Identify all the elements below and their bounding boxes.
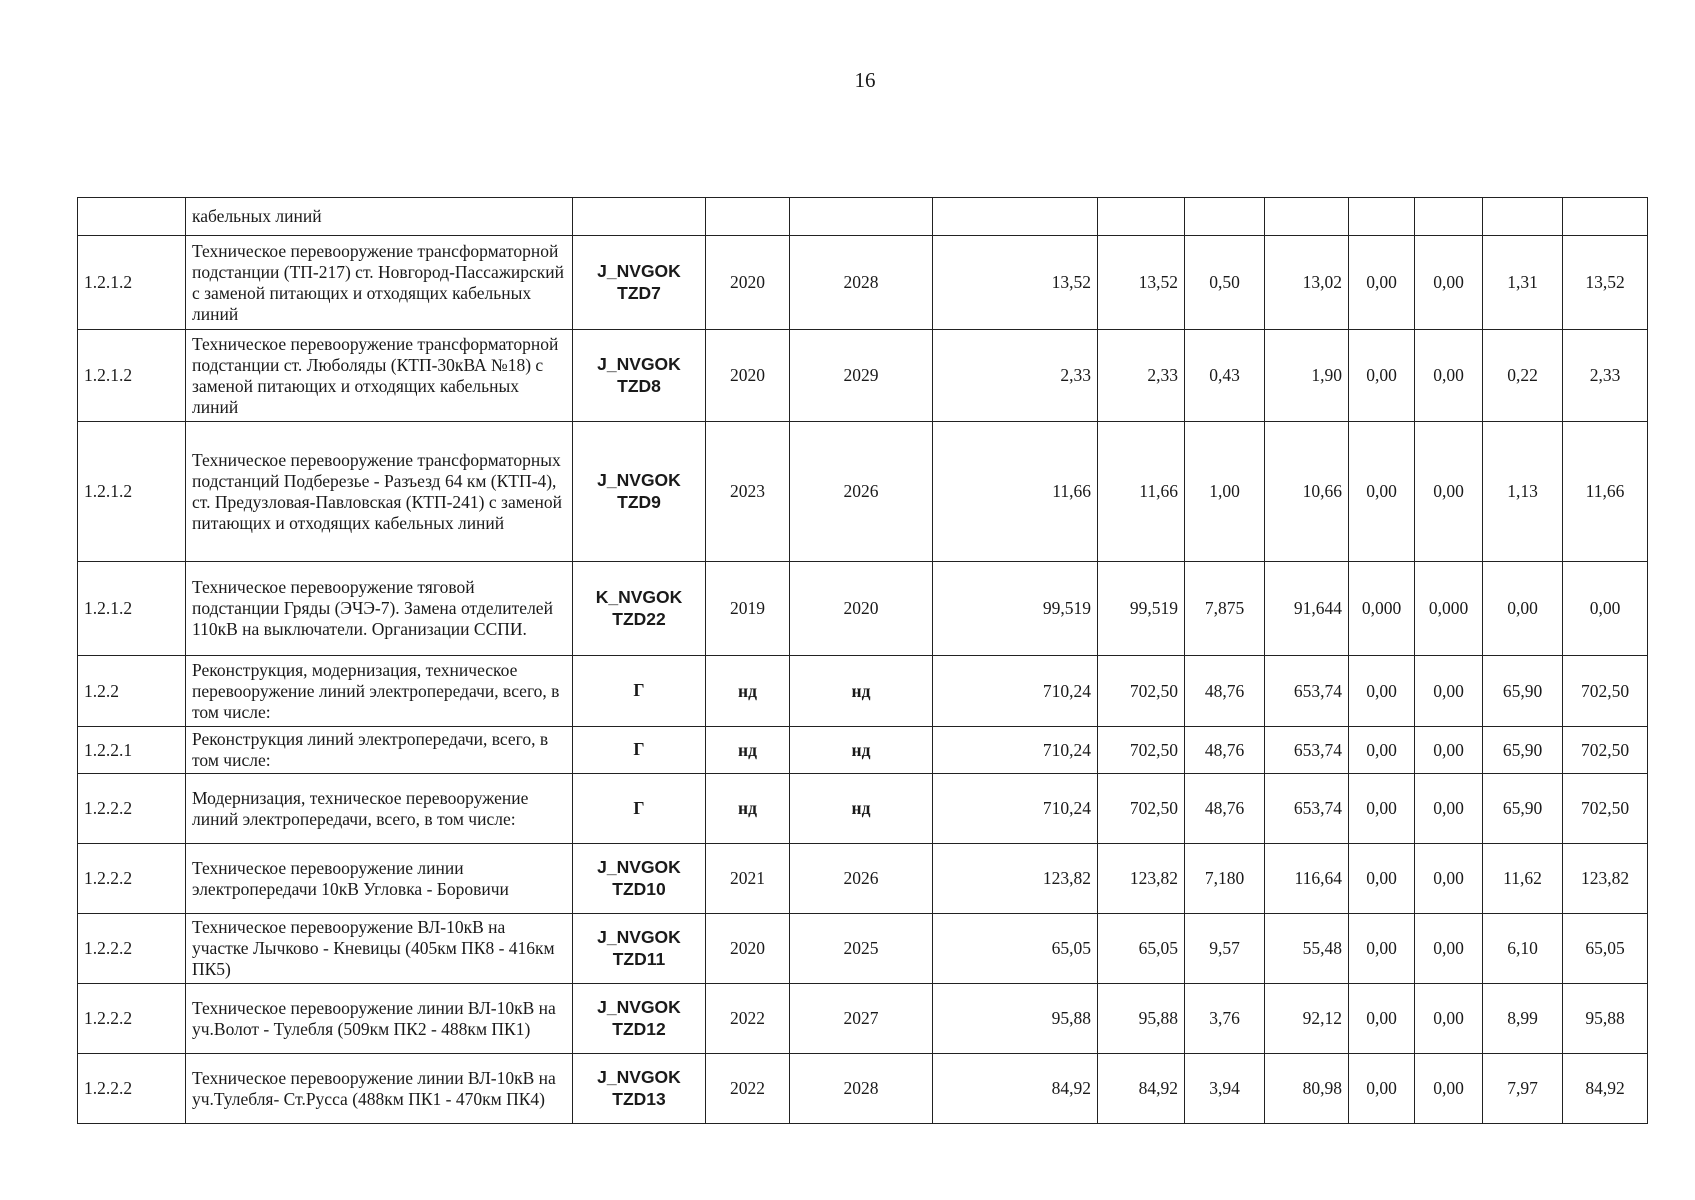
row-value-1: 123,82 [1098,844,1185,914]
row-value-5: 0,00 [1415,422,1483,562]
row-value-4: 0,00 [1349,656,1415,727]
row-value-5: 0,000 [1415,562,1483,656]
row-name: Модернизация, техническое перевооружение линий электропередачи, всего, в том числе: [186,774,573,844]
row-start-year: 2022 [706,984,790,1054]
row-end-year: 2029 [790,330,933,422]
table-row [78,844,1648,914]
row-code: J_NVGOK TZD13 [573,1054,706,1124]
row-value-1: 13,52 [1098,236,1185,330]
row-name: Реконструкция линий электропередачи, всего, в том числе: [186,727,573,774]
row-value-6: 6,10 [1483,914,1563,984]
row-name: Техническое перевооружение линии электропередачи 10кВ Угловка - Боровичи [186,844,573,914]
row-name: Техническое перевооружение трансформаторной подстанции (ТП-217) ст. Новгород-Пассажирский с заменой питающих и отходящих кабельных линий [186,236,573,330]
table-row [78,914,1648,984]
row-start-year: 2022 [706,1054,790,1124]
investment-table [77,197,1648,1124]
row-code: Г [573,727,706,774]
row-name: Реконструкция, модернизация, техническое перевооружение линий электропередачи, всего, в том числе: [186,656,573,727]
row-total: 95,88 [933,984,1098,1054]
row-total: 710,24 [933,727,1098,774]
row-value-4 [1349,198,1415,236]
row-value-4: 0,000 [1349,562,1415,656]
row-value-7: 65,05 [1563,914,1648,984]
row-value-2: 0,50 [1185,236,1265,330]
row-end-year: нд [790,656,933,727]
row-code: Г [573,656,706,727]
row-end-year: 2025 [790,914,933,984]
row-value-7 [1563,198,1648,236]
row-value-4: 0,00 [1349,422,1415,562]
row-total: 65,05 [933,914,1098,984]
row-value-3: 653,74 [1265,774,1349,844]
row-total: 710,24 [933,656,1098,727]
row-value-1: 84,92 [1098,1054,1185,1124]
row-name: Техническое перевооружение трансформаторных подстанций Подберезье - Разъезд 64 км (КТП-4), ст. Предузловая-Павловская (КТП-241) с заменой питающих и отходящих кабельных линий [186,422,573,562]
row-value-4: 0,00 [1349,330,1415,422]
row-value-1: 702,50 [1098,774,1185,844]
row-value-5: 0,00 [1415,914,1483,984]
row-name: Техническое перевооружение ВЛ-10кВ на участке Лычково - Кневицы (405км ПК8 - 416км ПК5) [186,914,573,984]
row-value-7: 702,50 [1563,774,1648,844]
row-value-5: 0,00 [1415,1054,1483,1124]
row-number: 1.2.1.2 [78,236,186,330]
page-number: 16 [854,68,876,92]
table-row [78,1054,1648,1124]
row-start-year: нд [706,727,790,774]
row-value-1: 95,88 [1098,984,1185,1054]
row-value-1: 702,50 [1098,656,1185,727]
row-value-1: 702,50 [1098,727,1185,774]
row-value-2: 48,76 [1185,727,1265,774]
row-value-5: 0,00 [1415,844,1483,914]
row-number: 1.2.2.2 [78,844,186,914]
row-value-4: 0,00 [1349,984,1415,1054]
row-code: Г [573,774,706,844]
row-value-3: 55,48 [1265,914,1349,984]
row-total: 13,52 [933,236,1098,330]
row-code: J_NVGOK TZD11 [573,914,706,984]
row-end-year: 2027 [790,984,933,1054]
row-start-year: 2023 [706,422,790,562]
row-number: 1.2.2.2 [78,774,186,844]
row-value-6 [1483,198,1563,236]
row-value-6: 8,99 [1483,984,1563,1054]
table-row [78,422,1648,562]
row-value-3: 10,66 [1265,422,1349,562]
row-value-5: 0,00 [1415,236,1483,330]
row-number: 1.2.1.2 [78,422,186,562]
row-value-2 [1185,198,1265,236]
row-value-3: 91,644 [1265,562,1349,656]
row-value-7: 84,92 [1563,1054,1648,1124]
row-total: 11,66 [933,422,1098,562]
row-value-5: 0,00 [1415,656,1483,727]
row-total: 2,33 [933,330,1098,422]
table-row [78,656,1648,727]
row-total [933,198,1098,236]
row-end-year: нд [790,727,933,774]
row-total: 710,24 [933,774,1098,844]
row-value-5: 0,00 [1415,727,1483,774]
row-total: 84,92 [933,1054,1098,1124]
row-value-7: 13,52 [1563,236,1648,330]
row-value-7: 2,33 [1563,330,1648,422]
row-code [573,198,706,236]
row-value-2: 7,180 [1185,844,1265,914]
row-start-year: 2020 [706,236,790,330]
row-code: K_NVGOK TZD22 [573,562,706,656]
row-value-6: 1,13 [1483,422,1563,562]
row-value-1: 99,519 [1098,562,1185,656]
row-value-7: 702,50 [1563,656,1648,727]
row-value-1: 65,05 [1098,914,1185,984]
row-value-2: 7,875 [1185,562,1265,656]
row-value-3: 1,90 [1265,330,1349,422]
row-end-year [790,198,933,236]
row-number: 1.2.2.2 [78,984,186,1054]
row-value-3 [1265,198,1349,236]
row-value-4: 0,00 [1349,774,1415,844]
row-value-3: 80,98 [1265,1054,1349,1124]
row-start-year: 2020 [706,914,790,984]
row-value-2: 48,76 [1185,774,1265,844]
row-value-3: 13,02 [1265,236,1349,330]
row-number: 1.2.2.2 [78,1054,186,1124]
row-value-5: 0,00 [1415,984,1483,1054]
row-value-7: 11,66 [1563,422,1648,562]
row-end-year: 2028 [790,1054,933,1124]
row-number [78,198,186,236]
row-total: 99,519 [933,562,1098,656]
row-end-year: 2026 [790,844,933,914]
row-name: Техническое перевооружение тяговой подстанции Гряды (ЭЧЭ-7). Замена отделителей 110кВ на выключатели. Организации ССПИ. [186,562,573,656]
row-value-3: 653,74 [1265,656,1349,727]
row-value-6: 65,90 [1483,774,1563,844]
table-row [78,562,1648,656]
row-number: 1.2.2 [78,656,186,727]
row-value-6: 0,22 [1483,330,1563,422]
row-value-1: 2,33 [1098,330,1185,422]
row-value-6: 7,97 [1483,1054,1563,1124]
row-code: J_NVGOK TZD8 [573,330,706,422]
row-end-year: нд [790,774,933,844]
row-value-4: 0,00 [1349,1054,1415,1124]
row-name: Техническое перевооружение линии ВЛ-10кВ на уч.Волот - Тулебля (509км ПК2 - 488км ПК1) [186,984,573,1054]
row-value-7: 123,82 [1563,844,1648,914]
row-value-2: 48,76 [1185,656,1265,727]
row-start-year: 2020 [706,330,790,422]
row-value-6: 0,00 [1483,562,1563,656]
table-row [78,984,1648,1054]
row-value-5: 0,00 [1415,330,1483,422]
row-code: J_NVGOK TZD12 [573,984,706,1054]
row-value-3: 92,12 [1265,984,1349,1054]
row-name: кабельных линий [186,198,573,236]
row-value-4: 0,00 [1349,844,1415,914]
row-value-7: 702,50 [1563,727,1648,774]
row-value-1: 11,66 [1098,422,1185,562]
table-row [78,236,1648,330]
row-value-2: 1,00 [1185,422,1265,562]
row-value-5: 0,00 [1415,774,1483,844]
row-value-6: 1,31 [1483,236,1563,330]
row-start-year [706,198,790,236]
row-end-year: 2026 [790,422,933,562]
row-code: J_NVGOK TZD9 [573,422,706,562]
row-value-3: 116,64 [1265,844,1349,914]
row-total: 123,82 [933,844,1098,914]
row-value-2: 3,94 [1185,1054,1265,1124]
table-row [78,774,1648,844]
row-number: 1.2.2.2 [78,914,186,984]
row-value-2: 9,57 [1185,914,1265,984]
row-value-4: 0,00 [1349,727,1415,774]
row-name: Техническое перевооружение трансформаторной подстанции ст. Люболяды (КТП-30кВА №18) с заменой питающих и отходящих кабельных линий [186,330,573,422]
row-number: 1.2.2.1 [78,727,186,774]
row-value-7: 95,88 [1563,984,1648,1054]
row-value-3: 653,74 [1265,727,1349,774]
row-value-1 [1098,198,1185,236]
row-value-4: 0,00 [1349,914,1415,984]
row-start-year: 2021 [706,844,790,914]
row-value-2: 3,76 [1185,984,1265,1054]
table-row [78,727,1648,774]
row-end-year: 2020 [790,562,933,656]
row-number: 1.2.1.2 [78,562,186,656]
row-start-year: нд [706,656,790,727]
row-value-6: 65,90 [1483,727,1563,774]
row-code: J_NVGOK TZD10 [573,844,706,914]
row-value-7: 0,00 [1563,562,1648,656]
row-start-year: нд [706,774,790,844]
row-value-5 [1415,198,1483,236]
row-code: J_NVGOK TZD7 [573,236,706,330]
row-value-2: 0,43 [1185,330,1265,422]
row-value-6: 11,62 [1483,844,1563,914]
row-start-year: 2019 [706,562,790,656]
row-value-4: 0,00 [1349,236,1415,330]
row-value-6: 65,90 [1483,656,1563,727]
table-row [78,198,1648,236]
row-number: 1.2.1.2 [78,330,186,422]
row-name: Техническое перевооружение линии ВЛ-10кВ на уч.Тулебля- Ст.Русса (488км ПК1 - 470км ПК4) [186,1054,573,1124]
row-end-year: 2028 [790,236,933,330]
table-row [78,330,1648,422]
